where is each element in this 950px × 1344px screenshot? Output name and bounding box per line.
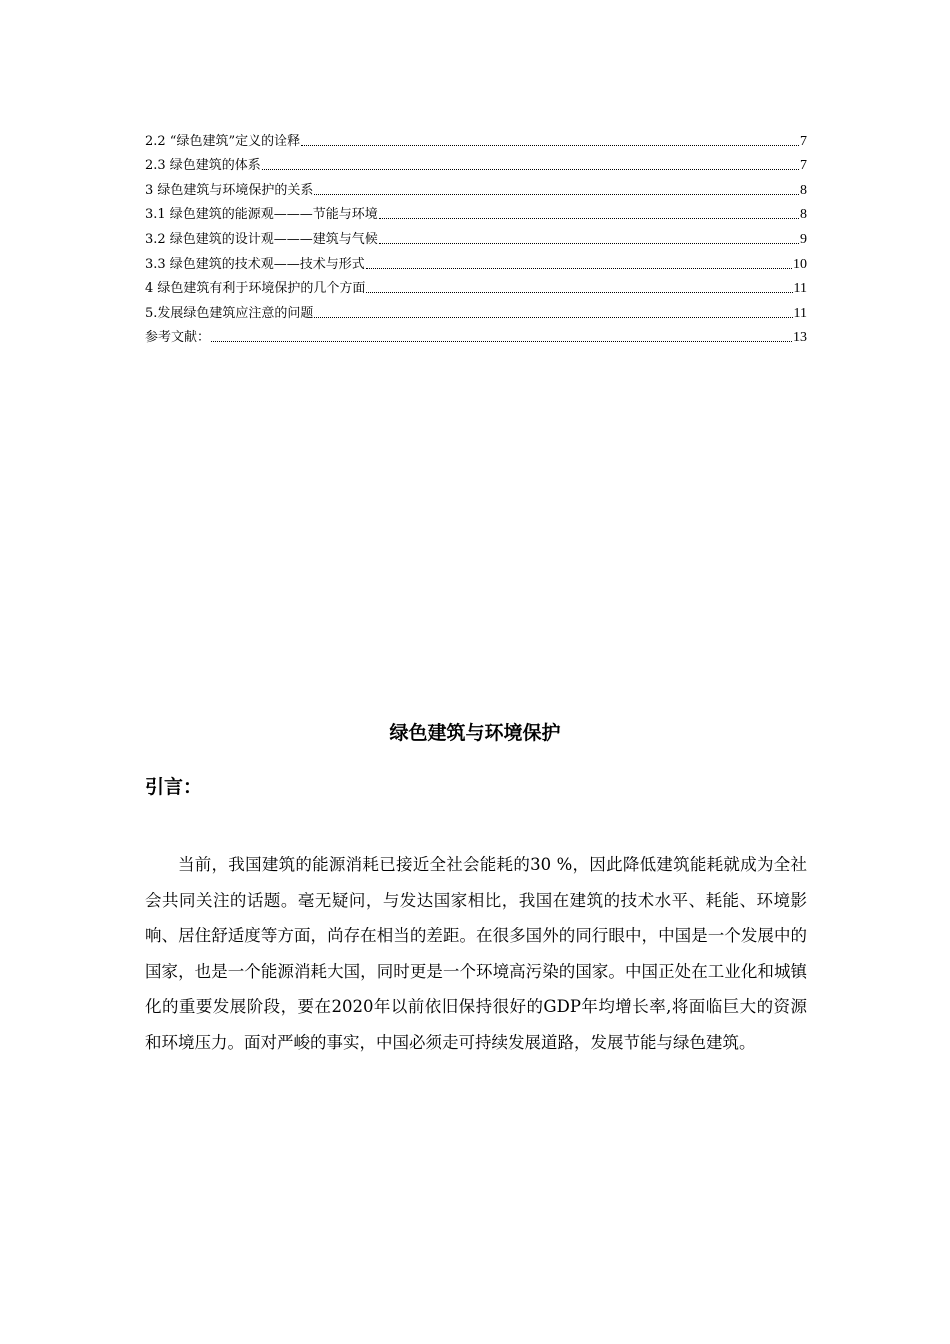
toc-entry-title: 2.2 “绿色建筑”定义的诠释 [145,133,301,149]
toc-entry-title: 参考文献： [145,330,211,346]
toc-entry-page: 9 [800,231,807,247]
toc-entry-title: 3 绿色建筑与环境保护的关系 [145,182,314,198]
intro-paragraph: 当前，我国建筑的能源消耗已接近全社会能耗的30 %，因此降低建筑能耗就成为全社会共同关注的话题。毫无疑问，与发达国家相比，我国在建筑的技术水平、耗能、环境影响、居住舒适度等方面，尚存在相当的差距。在很多国外的同行眼中，中国是一个发展中的国家，也是一个能源消耗大国，同时更是一个环境高污染的国家。中国正处在工业化和城镇化的重要发展阶段，要在2020年以前依旧保持很好的GDP年均增长率,将面临巨大的资源和环境压力。面对严峻的事实，中国必须走可持续发展道路，发展节能与绿色建筑。 [145,855,807,1052]
toc-entry-page: 10 [793,256,807,272]
toc-dot-leader [366,267,792,269]
toc-entry[interactable] [145,224,807,249]
toc-entry-title: 3.2 绿色建筑的设计观———建筑与气候 [145,231,378,247]
toc-dot-leader [301,144,799,146]
toc-entry-page: 11 [793,305,807,321]
toc-dot-leader [379,217,799,219]
toc-entry[interactable] [145,126,807,151]
toc-entry[interactable] [145,274,807,299]
toc-dot-leader [262,168,799,170]
toc-entry-page: 11 [793,281,807,297]
intro-heading: 引言： [145,776,203,798]
toc-dot-leader [314,193,799,195]
toc-entry[interactable] [145,298,807,323]
toc-entry-title: 5.发展绿色建筑应注意的问题 [145,305,314,321]
toc-entry-page: 7 [800,158,807,174]
toc-entry-page: 7 [800,133,807,149]
toc-entry-page: 13 [793,330,807,346]
toc-entry-title: 4 绿色建筑有利于环境保护的几个方面 [145,281,366,297]
toc-entry[interactable] [145,249,807,274]
toc-entry-page: 8 [800,207,807,223]
toc-dot-leader [379,242,799,244]
toc-entry[interactable] [145,175,807,200]
toc-entry[interactable] [145,151,807,176]
toc-dot-leader [211,340,792,342]
toc-dot-leader [366,291,792,293]
toc-entry-title: 3.3 绿色建筑的技术观——技术与形式 [145,256,365,272]
document-title: 绿色建筑与环境保护 [389,722,561,744]
table-of-contents [145,126,807,347]
toc-dot-leader [314,316,792,318]
toc-entry[interactable] [145,323,807,348]
toc-entry-title: 3.1 绿色建筑的能源观———节能与环境 [145,207,378,223]
toc-entry-page: 8 [800,182,807,198]
toc-entry[interactable] [145,200,807,225]
toc-entry-title: 2.3 绿色建筑的体系 [145,158,261,174]
